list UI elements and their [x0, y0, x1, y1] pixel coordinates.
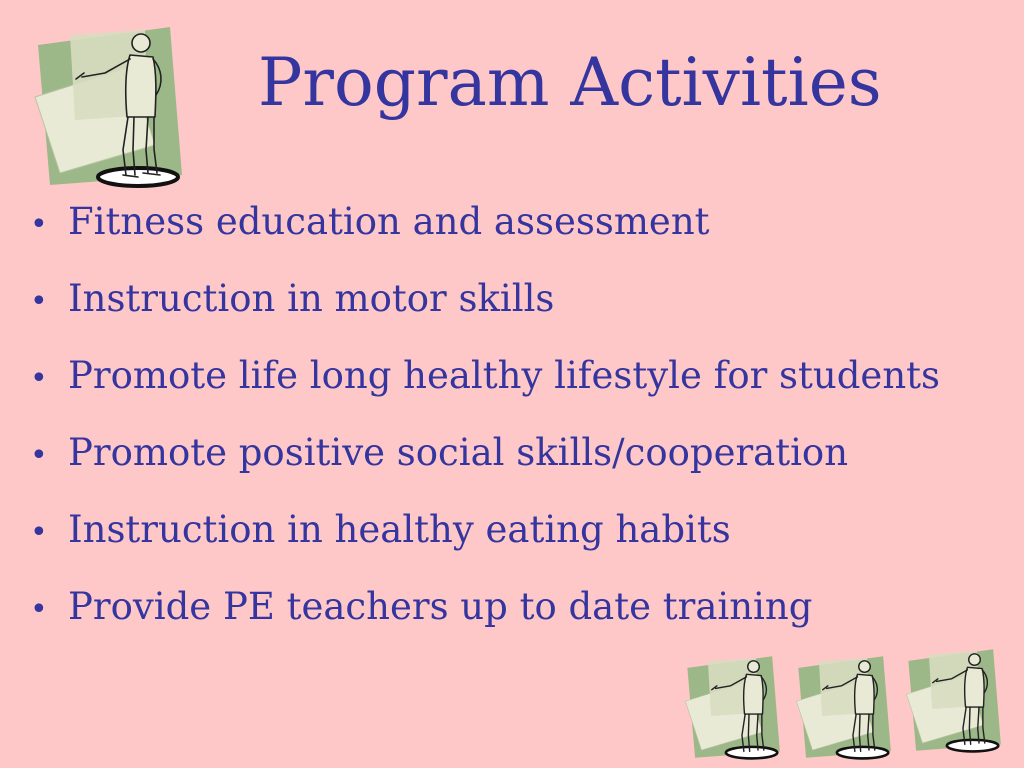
walking-figure-clipart-icon [793, 655, 893, 761]
walking-figure-clipart-icon [903, 648, 1003, 754]
list-item [30, 508, 940, 585]
bullet-point: • [30, 361, 48, 396]
walking-figure-clipart-icon [30, 25, 185, 190]
list-item [30, 431, 940, 508]
slide-title: Program Activities [258, 44, 882, 121]
bullet-list [30, 200, 940, 662]
list-item [30, 200, 940, 277]
bullet-text: Promote positive social skills/cooperation [68, 431, 849, 474]
bullet-point: • [30, 515, 48, 550]
bullet-text: Provide PE teachers up to date training [68, 585, 813, 628]
list-item [30, 585, 940, 662]
list-item [30, 277, 940, 354]
bullet-point: • [30, 284, 48, 319]
bullet-text: Fitness education and assessment [68, 200, 710, 243]
list-item [30, 354, 940, 431]
bullet-point: • [30, 438, 48, 473]
bullet-text: Promote life long healthy lifestyle for students [68, 354, 941, 397]
bullet-point: • [30, 207, 48, 242]
bullet-point: • [30, 592, 48, 627]
bullet-text: Instruction in healthy eating habits [68, 508, 731, 551]
bullet-text: Instruction in motor skills [68, 277, 555, 320]
walking-figure-clipart-icon [682, 655, 782, 761]
